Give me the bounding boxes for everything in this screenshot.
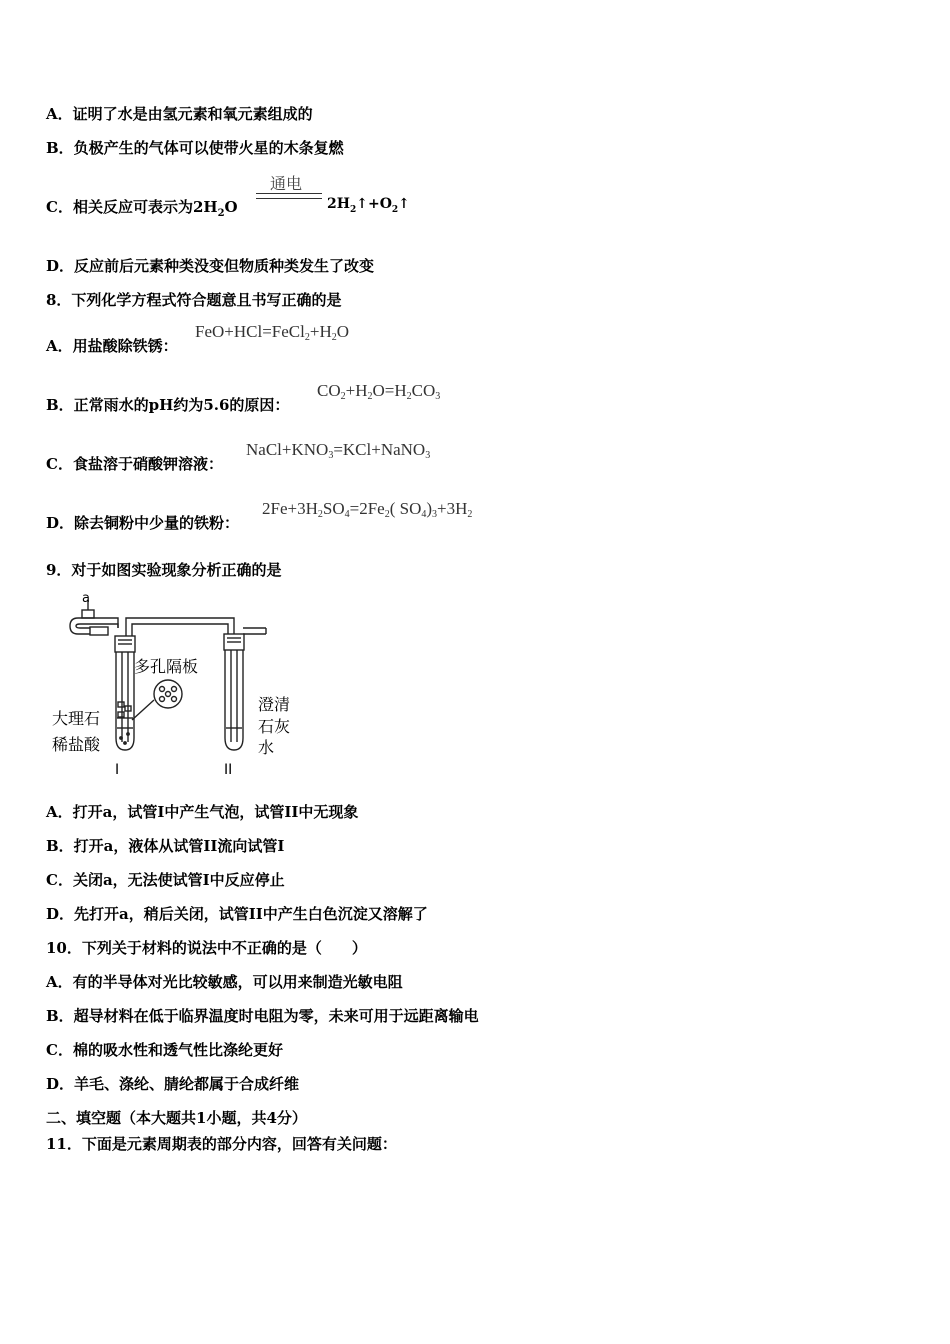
q10-option-b: B．超导材料在低于临界温度时电阻为零，未来可用于远距离输电 (46, 1007, 479, 1025)
experiment-figure (48, 588, 308, 780)
limewater-label-1: 澄清 (258, 695, 291, 714)
q9-option-c: C．关闭a，无法使试管I中反应停止 (46, 871, 285, 889)
q7-option-d: D．反应前后元素种类没变但物质种类发生了改变 (46, 257, 375, 275)
acid-label: 稀盐酸 (52, 735, 101, 754)
q10-option-a: A．有的半导体对光比较敏感，可以用来制造光敏电阻 (46, 973, 403, 991)
q8-option-a-equation: $FeO+HCl=FeCl_2+H_2O$ (195, 322, 350, 343)
limewater-label-2: 石灰 (258, 717, 291, 736)
tube-2-label: II (224, 762, 233, 778)
q9-option-d: D．先打开a，稍后关闭，试管II中产生白色沉淀又溶解了 (46, 905, 428, 923)
q8-option-a-label: A．用盐酸除铁锈： (46, 337, 178, 355)
reaction-arrow (256, 193, 322, 199)
q9-stem: 9．对于如图实验现象分析正确的是 (46, 561, 282, 579)
reaction-condition: 通电 (270, 174, 303, 193)
q8-option-d-equation: $2Fe+3H_2SO_4=2Fe_2$( $SO_4)_3+3H_2$ (262, 499, 473, 520)
section-title: 二、填空题（本大题共1小题，共4分） (46, 1109, 307, 1127)
q8-option-b-equation: $CO_2+H_2O=H_2CO_3$ (317, 381, 441, 402)
q9-option-a: A．打开a，试管I中产生气泡，试管II中无现象 (46, 803, 359, 821)
q10-option-d: D．羊毛、涤纶、腈纶都属于合成纤维 (46, 1075, 300, 1093)
partition-label: 多孔隔板 (134, 657, 199, 676)
tube-1-label: I (115, 762, 120, 778)
q7-option-a: A．证明了水是由氢元素和氧元素组成的 (46, 105, 313, 123)
q8-option-c-equation: $NaCl+KNO_3=KCl+NaNO_3$ (246, 440, 431, 461)
q10-option-c: C．棉的吸水性和透气性比涤纶更好 (46, 1041, 283, 1059)
q7-option-c-prefix: C．相关反应可表示为 (46, 198, 193, 216)
q7-option-b: B．负极产生的气体可以使带火星的木条复燃 (46, 139, 344, 157)
q8-option-b-label: B．正常雨水的pH约为5.6的原因： (46, 396, 290, 414)
q11-stem: 11．下面是元素周期表的部分内容，回答有关问题： (46, 1135, 397, 1153)
marble-label: 大理石 (52, 709, 101, 728)
valve-label: a (82, 591, 90, 606)
q8-option-c-label: C．食盐溶于硝酸钾溶液： (46, 455, 223, 473)
q8-stem: 8．下列化学方程式符合题意且书写正确的是 (46, 291, 342, 309)
limewater-label-3: 水 (258, 738, 275, 757)
q8-option-d-label: D．除去铜粉中少量的铁粉： (46, 514, 240, 532)
q7-option-c-products: $2H_2↑+O_2↑$ (327, 196, 410, 215)
q7-option-c: C．相关反应可表示为$2H_2O$ (46, 198, 238, 219)
q9-option-b: B．打开a，液体从试管II流向试管I (46, 837, 285, 855)
q10-stem: 10．下列关于材料的说法中不正确的是（ ） (46, 939, 367, 957)
